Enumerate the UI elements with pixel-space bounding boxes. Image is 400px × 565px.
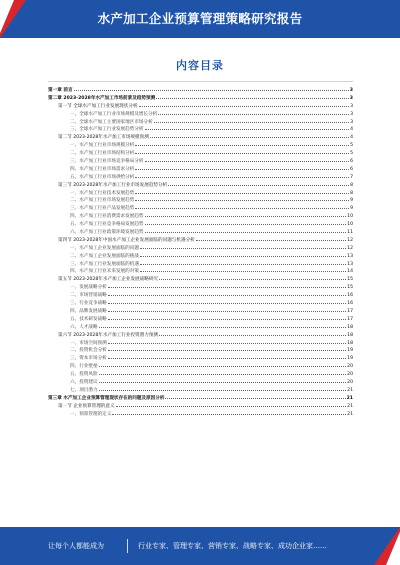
footer-white-accent — [386, 527, 400, 565]
toc-entry-page: 9 — [350, 198, 353, 204]
footer-divider — [127, 539, 128, 553]
toc-entry-page: 15 — [347, 285, 353, 291]
toc-entry-page: 3 — [350, 103, 353, 109]
toc-entry-title: 四、行业壁垒 — [70, 364, 98, 370]
toc-leader-dots — [158, 111, 349, 115]
document-title: 水产加工企业预算管理策略研究报告 — [97, 11, 303, 26]
toc-entry[interactable] — [48, 158, 353, 166]
toc-entry[interactable] — [48, 379, 353, 387]
toc-entry-title: 第三节 2023-2028年水产加工行业市场发展趋势分析 — [58, 182, 168, 188]
toc-leader-dots — [108, 316, 346, 320]
toc-leader-dots — [156, 95, 349, 99]
toc-heading: 内容目录 — [176, 59, 224, 72]
toc-entry-title: 五、技术研发战略 — [70, 316, 107, 322]
toc-entry-title: 一、水产加工企业发展面临的问题 — [70, 245, 139, 251]
toc-leader-dots — [116, 403, 347, 407]
toc-entry-title: 四、水产加工行业消费需求发展趋势 — [70, 214, 144, 220]
toc-entry-page: 10 — [347, 214, 353, 220]
toc-leader-dots — [108, 292, 346, 296]
footer-bar — [0, 527, 400, 565]
toc-entry[interactable] — [48, 166, 353, 174]
toc-entry-page: 16 — [347, 293, 353, 299]
toc-leader-dots — [165, 395, 345, 399]
toc-entry[interactable] — [48, 292, 353, 300]
toc-entry[interactable] — [48, 308, 353, 316]
toc-entry[interactable] — [48, 324, 353, 332]
toc-entry-title: 二、市场营销战略 — [70, 293, 107, 299]
toc-entry-page: 13 — [347, 253, 353, 259]
toc-entry-page: 4 — [350, 135, 353, 141]
toc-entry-page: 3 — [350, 111, 353, 117]
toc-entry[interactable] — [48, 411, 353, 419]
toc-leader-dots — [99, 387, 347, 391]
toc-entry[interactable] — [48, 182, 353, 190]
toc-entry-title: 二、水产加工行业市场发展趋势 — [70, 198, 135, 204]
toc-entry-page: 19 — [347, 348, 353, 354]
toc-entry[interactable] — [48, 197, 353, 205]
toc-entry[interactable] — [48, 126, 353, 134]
toc-entry-page: 4 — [350, 127, 353, 133]
toc-entry-title: 第四节 2023-2028年中国水产加工企业发展面临的问题与机遇分析 — [58, 237, 195, 243]
toc-entry-title: 四、水产加工行业市场需求分析 — [70, 166, 135, 172]
toc-entry-title: 第三章 水产加工企业预算管理现状存在的问题及原因分析 — [48, 395, 165, 401]
toc-leader-dots — [108, 308, 346, 312]
toc-entry-title: 七、项目潜力 — [70, 387, 98, 393]
toc-entry[interactable] — [48, 87, 353, 95]
toc-entry-title: 第六节 2023-2028年水产加工行业投资潜力预测 — [58, 332, 159, 338]
toc-entry-page: 17 — [347, 316, 353, 322]
toc-entry-page: 5 — [350, 143, 353, 149]
toc-entry-title: 第五节 2023-2028年水产加工企业发展战略研究 — [58, 277, 159, 283]
toc-entry[interactable] — [48, 300, 353, 308]
toc-entry[interactable] — [48, 174, 353, 182]
toc-entry-page: 12 — [347, 237, 353, 243]
toc-entry-page: 18 — [347, 340, 353, 346]
toc-leader-dots — [135, 174, 349, 178]
toc-entry-title: 三、资本市场分析 — [70, 356, 107, 362]
toc-entry-title: 第二章 2023-2028年水产加工市场前景及趋势预测 — [48, 95, 156, 101]
toc-entry-page: 20 — [347, 372, 353, 378]
toc-entry-page: 9 — [350, 206, 353, 212]
toc-entry-title: 五、水产加工行业市场供给分析 — [70, 174, 135, 180]
toc-entry[interactable] — [48, 95, 353, 103]
toc-entry-title: 五、投资风险 — [70, 372, 98, 378]
toc-leader-dots — [140, 245, 346, 249]
toc-entry-page: 21 — [347, 403, 353, 409]
toc-entry-page: 15 — [347, 277, 353, 283]
toc-leader-dots — [74, 87, 349, 91]
toc-entry-page: 14 — [347, 269, 353, 275]
toc-entry-title: 五、水产加工行业竞争格局发展趋势 — [70, 222, 144, 228]
toc-leader-dots — [196, 237, 346, 241]
toc-leader-dots — [145, 158, 350, 162]
toc-leader-dots — [108, 284, 346, 288]
toc-entry-title: 四、品牌发展战略 — [70, 308, 107, 314]
toc-leader-dots — [135, 142, 349, 146]
toc-leader-dots — [135, 190, 349, 194]
toc-entry[interactable] — [48, 355, 353, 363]
toc-leader-dots — [108, 340, 346, 344]
toc-entry-title: 三、水产加工行业产品发展趋势 — [70, 206, 135, 212]
toc-entry[interactable] — [48, 316, 353, 324]
toc-entry-page: 7 — [350, 174, 353, 180]
footer-slogan-left: 让每个人都能成为 — [48, 542, 104, 550]
toc-entry-page: 17 — [347, 308, 353, 314]
toc-entry[interactable] — [48, 387, 353, 395]
toc-leader-dots — [159, 332, 346, 336]
toc-leader-dots — [108, 300, 346, 304]
toc-entry-title: 三、行业竞争战略 — [70, 301, 107, 307]
toc-leader-dots — [135, 166, 349, 170]
toc-entry-page: 21 — [347, 411, 353, 417]
toc-entry-title: 第一节 企业预算管理的意义 — [58, 403, 115, 409]
toc-entry[interactable] — [48, 150, 353, 158]
toc-entry[interactable] — [48, 237, 353, 245]
toc-leader-dots — [154, 119, 349, 123]
toc-leader-dots — [108, 347, 346, 351]
toc-leader-dots — [168, 182, 349, 186]
toc-divider — [48, 81, 353, 82]
toc-entry[interactable] — [48, 284, 353, 292]
toc-entry[interactable] — [48, 253, 353, 261]
toc-entry[interactable] — [48, 119, 353, 127]
toc-leader-dots — [145, 126, 350, 130]
toc-entry-title: 一、水产加工行业市场规模分析 — [70, 143, 135, 149]
toc-leader-dots — [145, 221, 347, 225]
toc-entry-page: 20 — [347, 364, 353, 370]
toc-entry[interactable] — [48, 332, 353, 340]
toc-leader-dots — [99, 371, 347, 375]
toc-entry-page: 5 — [350, 151, 353, 157]
toc-entry[interactable] — [48, 205, 353, 213]
toc-entry-title: 二、水产加工行业市场结构分析 — [70, 151, 135, 157]
toc-leader-dots — [135, 150, 349, 154]
toc-entry-title: 二、投资机会分析 — [70, 348, 107, 354]
toc-entry[interactable] — [48, 363, 353, 371]
toc-entry-title: 六、投资建议 — [70, 379, 98, 385]
footer-slogan-right: 行业专家、管理专家、营销专家、战略专家、成功企业家…… — [138, 542, 327, 550]
toc-entry-title: 三、全球水产加工行业发展趋势分析 — [70, 127, 144, 133]
toc-entry-title: 六、水产加工行业政策环境发展趋势 — [70, 230, 144, 236]
toc-entry[interactable] — [48, 347, 353, 355]
toc-entry[interactable] — [48, 276, 353, 284]
toc-entry-page: 3 — [349, 88, 353, 93]
toc-entry-page: 13 — [347, 261, 353, 267]
toc-entry-title: 六、人才战略 — [70, 324, 98, 330]
toc-entry-page: 11 — [347, 230, 353, 236]
toc-entry-page: 6 — [350, 159, 353, 165]
toc-entry[interactable] — [48, 403, 353, 411]
toc-entry-page: 12 — [347, 245, 353, 251]
toc-entry-title: 一、全球水产加工行业市场规模及增长分析 — [70, 111, 158, 117]
toc-entry-page: 8 — [350, 190, 353, 196]
toc-entry[interactable] — [48, 268, 353, 276]
toc-leader-dots — [140, 268, 346, 272]
toc-entry-page: 8 — [350, 182, 353, 188]
toc-entry[interactable] — [48, 229, 353, 237]
toc-entry[interactable] — [48, 340, 353, 348]
toc-entry-title: 第一章 前言 — [48, 88, 73, 93]
toc-leader-dots — [150, 134, 349, 138]
toc-entry-title: 三、水产加工行业发展面临的机遇 — [70, 261, 139, 267]
toc-entry-page: 21 — [347, 387, 353, 393]
toc-entry-title: 四、水产加工行业未来发展的对策 — [70, 269, 139, 275]
toc-entry[interactable] — [48, 142, 353, 150]
toc-entry[interactable] — [48, 103, 353, 111]
toc-entry-title: 第二节 2023-2028年水产加工市场规模预测 — [58, 135, 149, 141]
toc-entry[interactable] — [48, 261, 353, 269]
toc-entry-title: 三、水产加工行业市场竞争格局分析 — [70, 159, 144, 165]
toc-leader-dots — [159, 276, 346, 280]
toc-leader-dots — [99, 324, 347, 328]
toc-leader-dots — [139, 103, 350, 107]
toc-leader-dots — [140, 261, 346, 265]
toc-leader-dots — [145, 229, 347, 233]
toc-entry-page: 21 — [346, 395, 353, 401]
toc-entry[interactable] — [48, 111, 353, 119]
toc-leader-dots — [135, 197, 349, 201]
toc-entry-page: 3 — [349, 95, 353, 101]
toc-entry[interactable] — [48, 221, 353, 229]
toc-leader-dots — [135, 205, 349, 209]
toc-entry-title: 一、市场空间预测 — [70, 340, 107, 346]
toc-leader-dots — [112, 411, 346, 415]
toc-entry-title: 二、全球水产加工主要国家地区市场分析 — [70, 119, 153, 125]
toc-entry-title: 一、水产加工行业技术发展趋势 — [70, 190, 135, 196]
toc-entry-title: 一、预算管理的定义 — [70, 411, 112, 417]
toc-entry-page: 16 — [347, 301, 353, 307]
toc-leader-dots — [140, 253, 346, 257]
table-of-contents — [48, 87, 353, 418]
toc-leader-dots — [108, 355, 346, 359]
toc-entry-title: 一、发展战略分析 — [70, 285, 107, 291]
toc-entry-page: 20 — [347, 379, 353, 385]
toc-entry[interactable] — [48, 371, 353, 379]
toc-entry-page: 6 — [350, 166, 353, 172]
toc-entry-title: 二、水产加工企业发展面临的挑战 — [70, 253, 139, 259]
toc-entry-title: 第一节 全球水产加工行业发展现状分析 — [58, 103, 138, 109]
toc-entry[interactable] — [48, 245, 353, 253]
toc-entry[interactable] — [48, 395, 353, 403]
toc-entry-page: 18 — [347, 324, 353, 330]
toc-entry-page: 19 — [347, 356, 353, 362]
toc-entry-page: 18 — [347, 332, 353, 338]
header-bar — [0, 0, 400, 38]
toc-leader-dots — [99, 363, 347, 367]
toc-entry[interactable] — [48, 134, 353, 142]
toc-leader-dots — [145, 213, 347, 217]
toc-entry[interactable] — [48, 213, 353, 221]
toc-entry-page: 3 — [350, 119, 353, 125]
toc-leader-dots — [99, 379, 347, 383]
toc-entry[interactable] — [48, 190, 353, 198]
toc-entry-page: 10 — [347, 222, 353, 228]
